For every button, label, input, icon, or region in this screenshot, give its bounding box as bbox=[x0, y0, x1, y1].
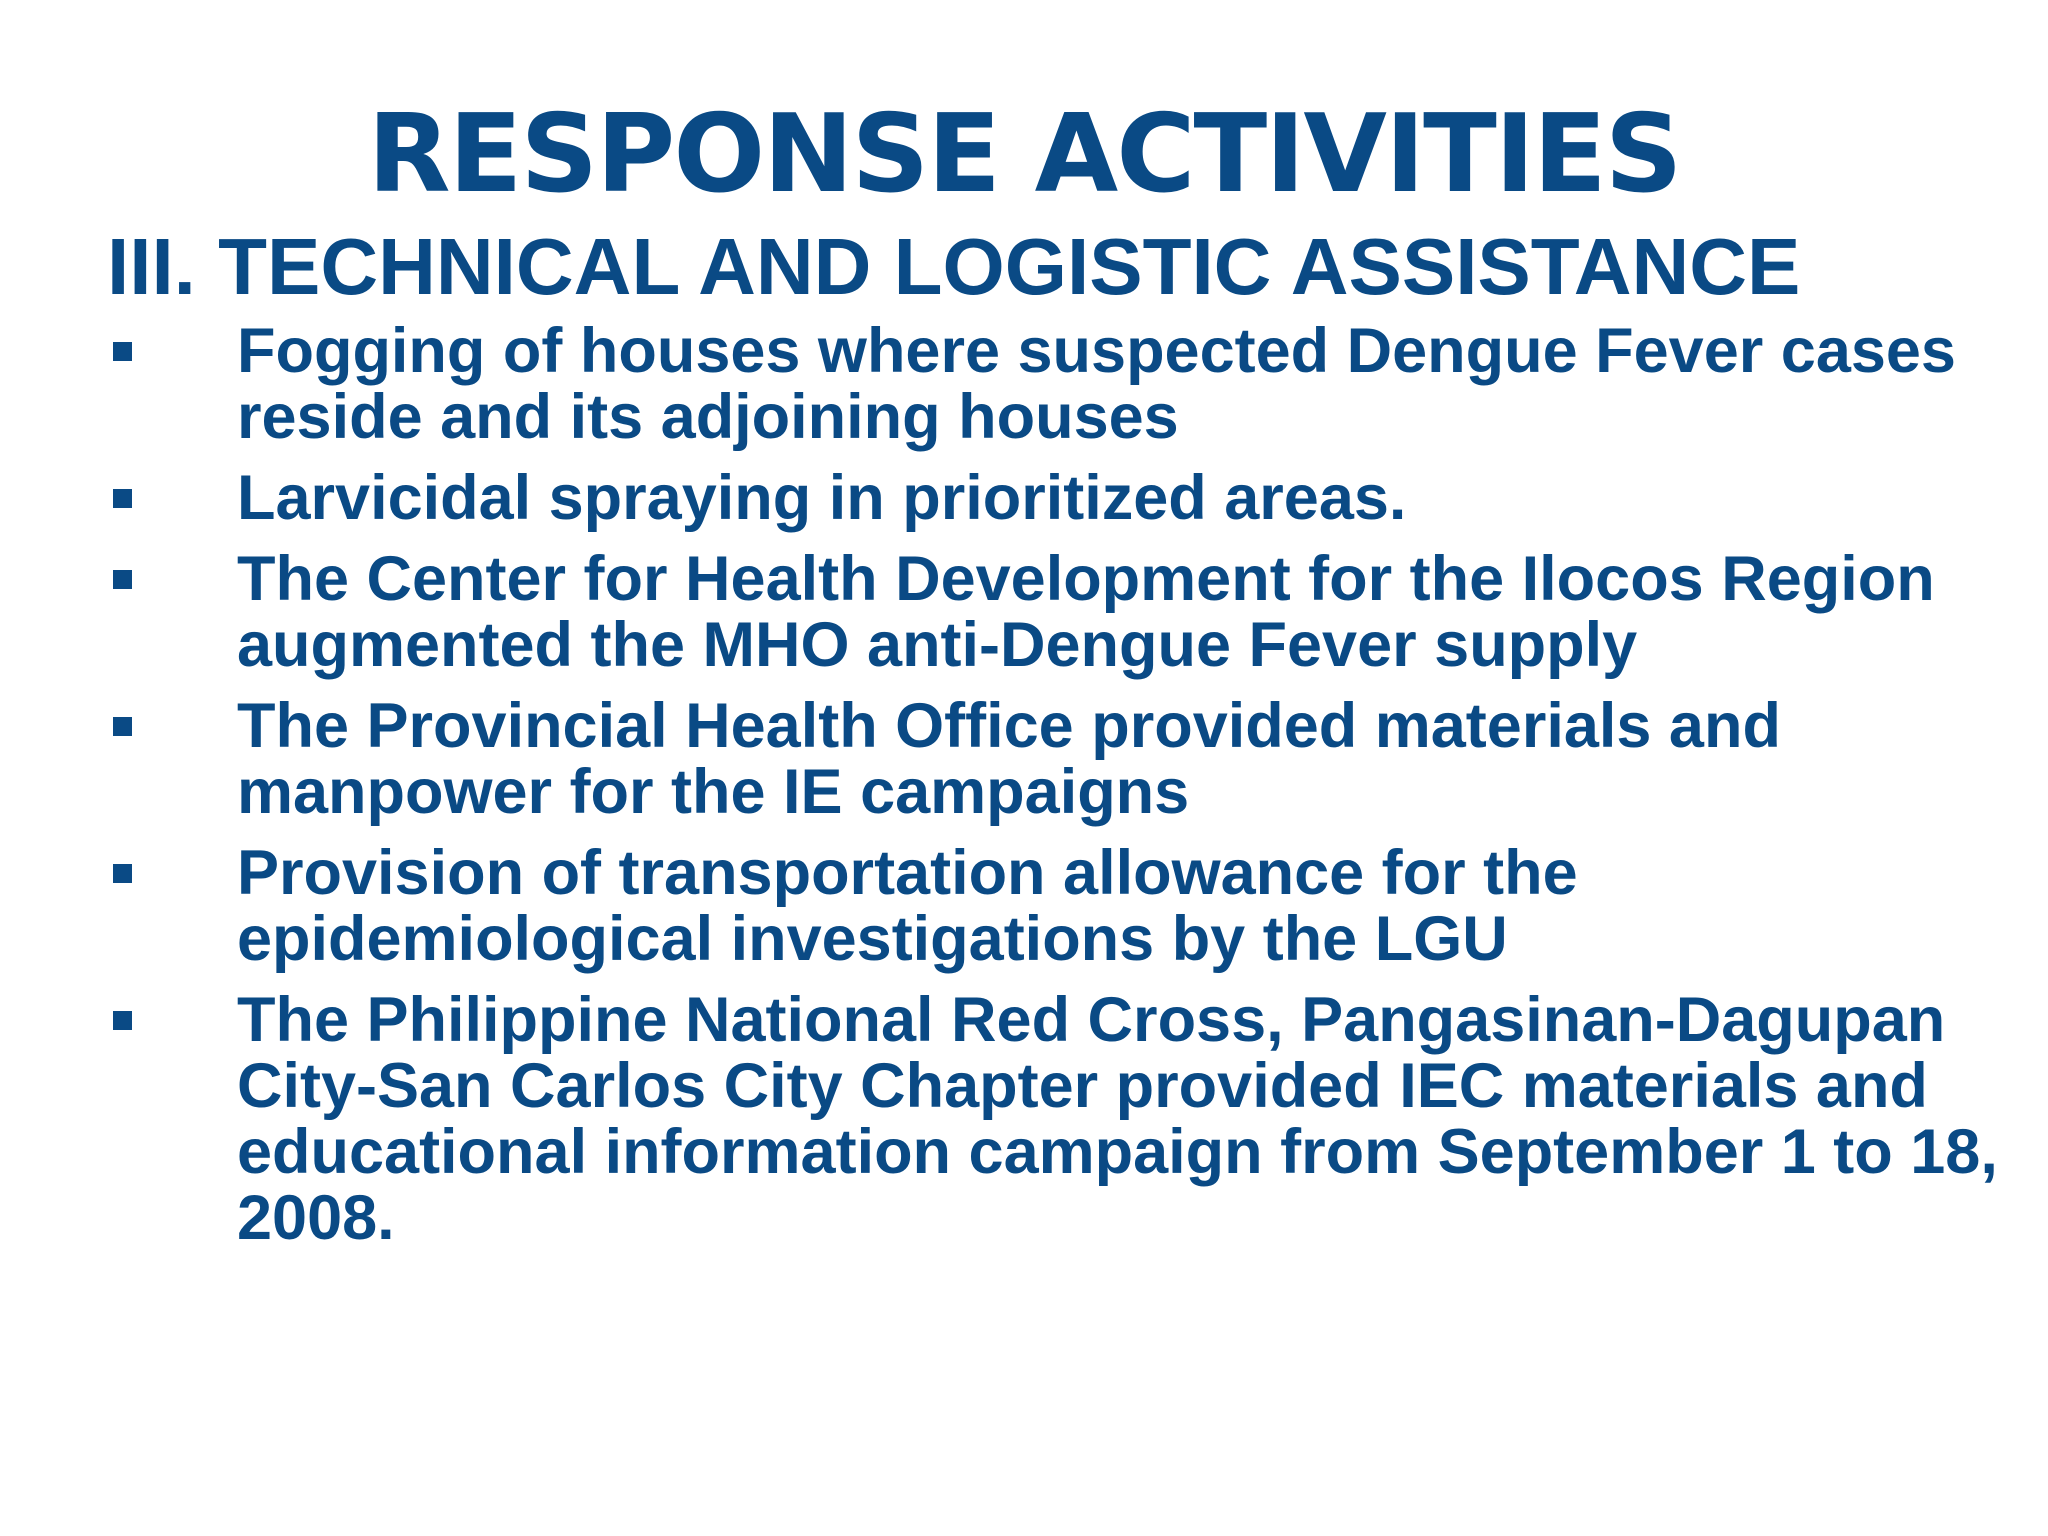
bullet-text: The Provincial Health Office provided materials and manpower for the IE campaigns bbox=[237, 691, 1781, 827]
bullet-text: Provision of transportation allowance for the epidemiological investigations by the LGU bbox=[237, 838, 1578, 974]
square-bullet-icon bbox=[113, 864, 132, 883]
bullet-text: The Philippine National Red Cross, Pangasinan-Dagupan City-San Carlos City Chapter provided IEC materials and educational information campaign from September 1 to 18, 2008. bbox=[237, 985, 1998, 1253]
square-bullet-icon bbox=[113, 342, 132, 361]
square-bullet-icon bbox=[113, 717, 132, 736]
list-item bbox=[0, 840, 2048, 972]
bullet-text: Fogging of houses where suspected Dengue Fever cases reside and its adjoining houses bbox=[237, 316, 1956, 452]
list-item bbox=[0, 987, 2048, 1251]
list-item bbox=[0, 465, 2048, 531]
list-item bbox=[0, 546, 2048, 678]
list-item bbox=[0, 693, 2048, 825]
list-item bbox=[0, 318, 2048, 450]
section-heading: III. TECHNICAL AND LOGISTIC ASSISTANCE bbox=[107, 222, 1801, 311]
square-bullet-icon bbox=[113, 570, 132, 589]
square-bullet-icon bbox=[113, 1011, 132, 1030]
bullet-text: Larvicidal spraying in prioritized areas. bbox=[237, 463, 1407, 533]
square-bullet-icon bbox=[113, 489, 132, 508]
bullet-text: The Center for Health Development for the Ilocos Region augmented the MHO anti-Dengue Fever supply bbox=[237, 544, 1935, 680]
slide-title: RESPONSE ACTIVITIES bbox=[367, 92, 1681, 217]
bullet-list bbox=[0, 318, 2048, 1266]
